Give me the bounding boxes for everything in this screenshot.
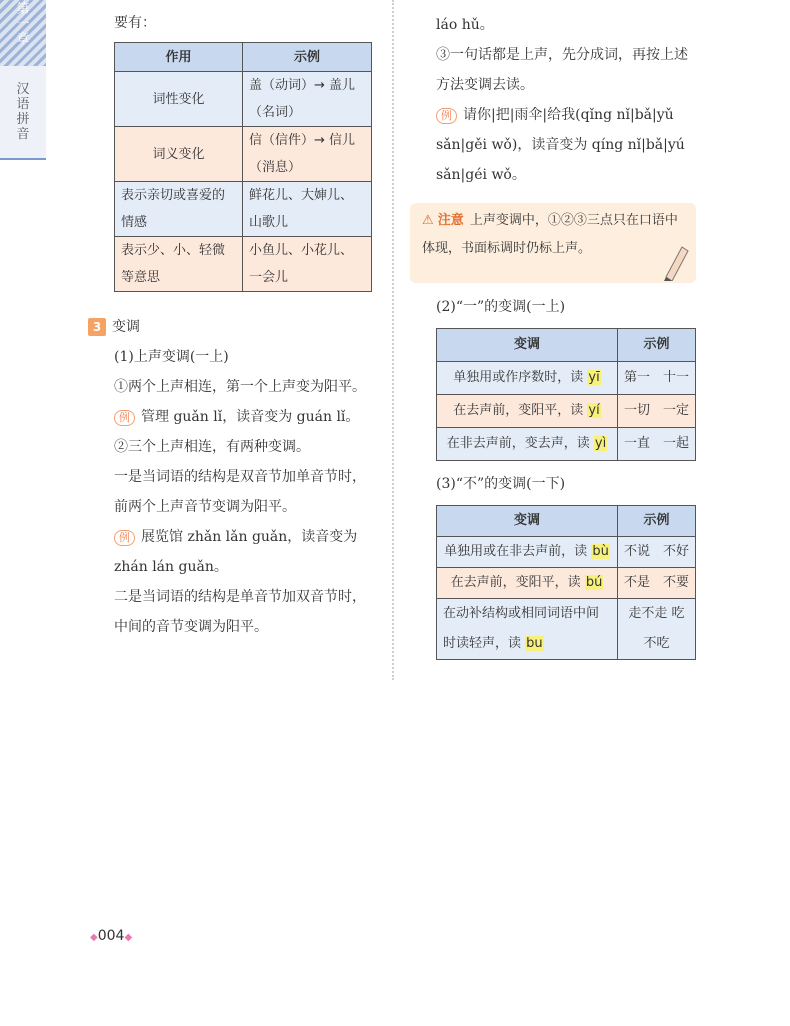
example-badge: 例 [436, 108, 457, 124]
example-cell: 不说 不好 [618, 537, 696, 568]
rule-text: 一是当词语的结构是双音节加单音节时，前两个上声音节变调为阳平。 [114, 469, 366, 515]
example-cell: 信（信件）→ 信儿（消息） [243, 127, 372, 182]
rule-cell [437, 537, 618, 568]
subsection-title: (2)“一”的变调(一上) [436, 299, 566, 315]
chapter-char: 第 [16, 2, 30, 17]
role-cell: 词性变化 [115, 72, 243, 127]
table-row [437, 362, 696, 395]
example-line [114, 402, 378, 432]
example-cell: 盖（动词）→ 盖儿（名词） [243, 72, 372, 127]
rule-cell-text: 单独用或作序数时，读 [453, 370, 588, 385]
pinyin-highlight: bu [526, 636, 543, 651]
example-text: 展览馆 zhǎn lǎn guǎn，读音变为 zhán lán guǎn。 [114, 529, 358, 575]
subsection-title: (3)“不”的变调(一下) [436, 476, 566, 492]
example-cell: 走不走 吃不吃 [618, 599, 696, 660]
example-cell: 小鱼儿、小花儿、一会儿 [243, 237, 372, 292]
rule-cell-text: 单独用或在非去声前，读 [444, 544, 592, 559]
chapter-char: 一 [16, 17, 30, 32]
chapter-char: 章 [16, 32, 30, 47]
example-cell: 不是 不要 [618, 568, 696, 599]
table-header: 变调 [437, 329, 618, 362]
diamond-icon: ◆ [124, 932, 133, 943]
section-number-badge: 3 [88, 318, 106, 336]
subsection-title: (1)上声变调(一上) [114, 349, 229, 365]
pencil-icon [660, 241, 690, 281]
example-text: 管理 guǎn lǐ，读音变为 guán lǐ。 [141, 409, 360, 425]
table-row [437, 537, 696, 568]
pinyin-highlight: bù [592, 544, 609, 559]
section-heading [88, 312, 378, 342]
page-number [90, 928, 132, 944]
intro-text: 要有： [114, 15, 156, 31]
chapter-number [0, 0, 46, 68]
example-badge: 例 [114, 530, 135, 546]
pinyin-highlight: yì [594, 436, 607, 451]
section-title: 变调 [112, 319, 140, 335]
erhua-table [114, 42, 372, 292]
table-header: 作用 [115, 43, 243, 72]
note-label: 注意 [437, 213, 464, 228]
role-cell: 表示少、小、轻微等意思 [115, 237, 243, 292]
chapter-title-char: 语 [16, 97, 30, 112]
rule-cell-text: 在动补结构或相同词语中间时读轻声，读 [443, 606, 600, 651]
yi-table [436, 328, 696, 461]
left-column [114, 8, 372, 292]
rule-text: ①两个上声相连，第一个上声变为阳平。 [114, 379, 366, 395]
chapter-title [14, 82, 32, 142]
right-column-top [436, 10, 696, 190]
role-cell: 表示亲切或喜爱的情感 [115, 182, 243, 237]
rule-text: ③一句话都是上声，先分成词，再按上述方法变调去读。 [436, 47, 688, 93]
rule-cell-text: 在去声前，变阳平，读 [453, 403, 588, 418]
table-header: 示例 [618, 506, 696, 537]
rule-cell [437, 599, 618, 660]
table-row [437, 428, 696, 461]
example-line [114, 522, 378, 582]
page-number-text: 004 [97, 928, 125, 944]
table-row [437, 599, 696, 660]
chapter-title-char: 音 [16, 127, 30, 142]
rule-cell [437, 362, 618, 395]
pinyin-highlight: bú [585, 575, 603, 590]
alert-icon: ⚠ [422, 213, 434, 228]
rule-cell [437, 428, 618, 461]
pinyin-highlight: yī [588, 370, 600, 385]
rule-cell [437, 568, 618, 599]
role-cell: 词义变化 [115, 127, 243, 182]
example-cell: 鲜花儿、大婶儿、山歌儿 [243, 182, 372, 237]
continued-text: láo hǔ。 [436, 17, 494, 33]
example-cell: 一直 一起 [618, 428, 696, 461]
rule-cell [437, 395, 618, 428]
table-row [437, 395, 696, 428]
rule-text: ②三个上声相连，有两种变调。 [114, 439, 310, 455]
rule-text: 二是当词语的结构是单音节加双音节时，中间的音节变调为阳平。 [114, 589, 366, 635]
rule-cell-text: 在去声前，变阳平，读 [450, 575, 585, 590]
example-line [436, 100, 696, 190]
yi-section [436, 292, 698, 660]
table-row [115, 237, 372, 292]
table-row [115, 182, 372, 237]
table-header: 示例 [618, 329, 696, 362]
table-row [115, 127, 372, 182]
bu-table [436, 505, 696, 660]
rule-cell-text: 在非去声前，变去声，读 [446, 436, 594, 451]
chapter-tab [0, 0, 46, 160]
example-cell: 第一 十一 [618, 362, 696, 395]
section-3 [88, 312, 378, 642]
example-text: 请你|把|雨伞|给我(qǐng nǐ|bǎ|yǔ sǎn|gěi wǒ)，读音变为 qíng nǐ|bǎ|yú sǎn|géi wǒ。 [436, 107, 685, 183]
example-badge: 例 [114, 410, 135, 426]
note-box [410, 203, 696, 283]
example-cell: 一切 一定 [618, 395, 696, 428]
chapter-tab-underline [0, 158, 46, 160]
column-divider [392, 0, 394, 680]
table-row [437, 568, 696, 599]
note-text: 上声变调中，①②③三点只在口语中体现，书面标调时仍标上声。 [422, 213, 678, 256]
diamond-icon: ◆ [90, 932, 98, 943]
table-row [115, 72, 372, 127]
chapter-title-char: 拼 [16, 112, 30, 127]
pinyin-highlight: yí [588, 403, 600, 418]
table-header: 示例 [243, 43, 372, 72]
chapter-title-char: 汉 [16, 82, 30, 97]
table-header: 变调 [437, 506, 618, 537]
